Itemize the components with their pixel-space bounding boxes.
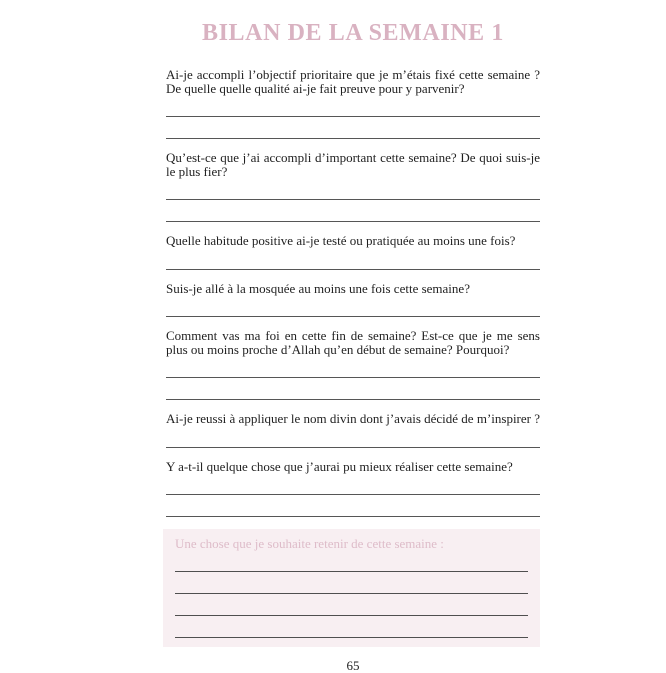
question-block-6 <box>166 412 540 448</box>
question-block-1 <box>166 68 540 139</box>
answer-line <box>166 117 540 139</box>
answer-line <box>166 178 540 200</box>
answer-line <box>166 295 540 317</box>
highlight-box-lines <box>175 550 528 638</box>
page-number: 65 <box>346 658 360 673</box>
highlight-box-line <box>175 550 528 572</box>
highlight-box <box>163 529 540 647</box>
highlight-box-line <box>175 594 528 616</box>
question-block-2 <box>166 151 540 222</box>
question-block-4 <box>166 282 540 318</box>
question-block-5 <box>166 329 540 400</box>
question-text: Suis-je allé à la mosquée au moins une fois cette semaine? <box>166 280 470 296</box>
question-text: Ai-je reussi à appliquer le nom divin dont j’avais décidé de m’inspirer ? <box>166 411 540 426</box>
question-text: Qu’est-ce que j’ai accompli d’important cette semaine? De quoi suis-je le plus fier? <box>166 150 540 179</box>
page-title: BILAN DE LA SEMAINE 1 <box>202 20 504 46</box>
page-content <box>166 0 540 673</box>
question-text: Ai-je accompli l’objectif prioritaire que je m’étais fixé cette semaine ? De quelle quelle qualité ai-je fait preuve pour y parvenir? <box>166 67 540 96</box>
highlight-box-line <box>175 572 528 594</box>
answer-line <box>166 356 540 378</box>
question-text: Quelle habitude positive ai-je testé ou pratiquée au moins une fois? <box>166 233 516 248</box>
question-block-7 <box>166 460 540 518</box>
answer-line <box>166 473 540 495</box>
answer-line <box>166 426 540 448</box>
questions-list <box>166 68 540 517</box>
highlight-box-label: Une chose que je souhaite retenir de cette semaine : <box>175 536 444 551</box>
answer-line <box>166 378 540 400</box>
answer-line <box>166 248 540 270</box>
question-text: Comment vas ma foi en cette fin de semaine? Est-ce que je me sens plus ou moins proche d’Allah qu’en début de semaine? Pourquoi? <box>166 328 540 357</box>
answer-line <box>166 95 540 117</box>
answer-line <box>166 200 540 222</box>
question-text: Y a-t-il quelque chose que j’aurai pu mieux réaliser cette semaine? <box>166 458 513 474</box>
answer-line <box>166 495 540 517</box>
question-block-3 <box>166 234 540 270</box>
highlight-box-line <box>175 616 528 638</box>
